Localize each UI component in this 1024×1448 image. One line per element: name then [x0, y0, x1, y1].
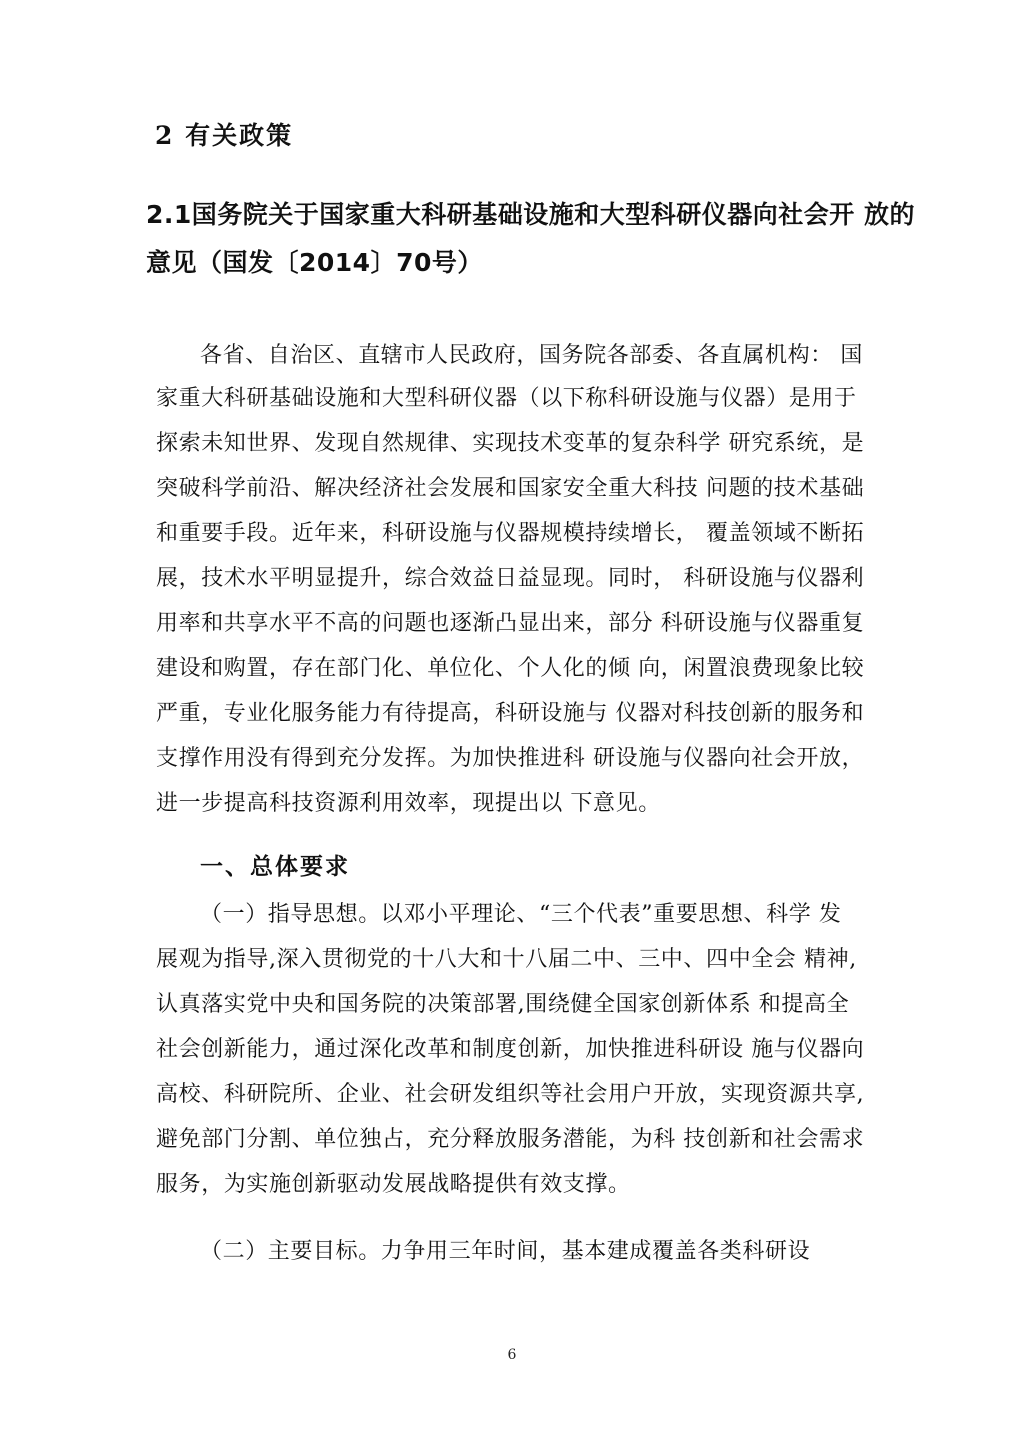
subtitle-line-2: 意见（国发〔2014〕70号）: [146, 248, 483, 277]
paragraph-line: 家重大科研基础设施和大型科研仪器（以下称科研设施与仪器）是用于: [156, 386, 857, 411]
section-title: 2 有关政策: [155, 121, 294, 150]
paragraph-line: 严重，专业化服务能力有待提高，科研设施与 仪器对科技创新的服务和: [156, 701, 865, 726]
paragraph-line: 探索未知世界、发现自然规律、实现技术变革的复杂科学 研究系统，是: [156, 431, 865, 456]
paragraph-line: 突破科学前沿、解决经济社会发展和国家安全重大科技 问题的技术基础: [156, 476, 865, 501]
paragraph-line: 认真落实党中央和国务院的决策部署,围绕健全国家创新体系 和提高全: [156, 992, 850, 1017]
paragraph-line: 进一步提高科技资源利用效率，现提出以 下意见。: [156, 791, 661, 816]
paragraph-line: 用率和共享水平不高的问题也逐渐凸显出来，部分 科研设施与仪器重复: [156, 611, 865, 636]
paragraph-line: 展，技术水平明显提升，综合效益日益显现。同时， 科研设施与仪器利: [156, 566, 865, 591]
paragraph-line: （二）主要目标。力争用三年时间，基本建成覆盖各类科研设: [200, 1239, 811, 1264]
paragraph-line: 服务，为实施创新驱动发展战略提供有效支撑。: [156, 1172, 631, 1197]
paragraph-line: 和重要手段。近年来，科研设施与仪器规模持续增长， 覆盖领域不断拓: [156, 521, 865, 546]
heading-general-requirements: 一、总体要求: [200, 854, 350, 880]
paragraph-line: （一）指导思想。以邓小平理论、“三个代表”重要思想、科学 发: [200, 902, 842, 927]
page-number: 6: [507, 1347, 517, 1363]
paragraph-line: 社会创新能力，通过深化改革和制度创新，加快推进科研设 施与仪器向: [156, 1037, 865, 1062]
paragraph-line: 高校、科研院所、企业、社会研发组织等社会用户开放，实现资源共享,: [156, 1082, 865, 1107]
subtitle-line-1: 2.1国务院关于国家重大科研基础设施和大型科研仪器向社会开 放的: [146, 200, 915, 229]
paragraph-line: 各省、自治区、直辖市人民政府，国务院各部委、各直属机构： 国: [200, 343, 863, 368]
paragraph-line: 支撑作用没有得到充分发挥。为加快推进科 研设施与仪器向社会开放，: [156, 746, 865, 771]
paragraph-line: 展观为指导,深入贯彻党的十八大和十八届二中、三中、四中全会 精神,: [156, 947, 857, 972]
paragraph-line: 避免部门分割、单位独占，充分释放服务潜能，为科 技创新和社会需求: [156, 1127, 865, 1152]
paragraph-line: 建设和购置，存在部门化、单位化、个人化的倾 向，闲置浪费现象比较: [156, 656, 865, 681]
